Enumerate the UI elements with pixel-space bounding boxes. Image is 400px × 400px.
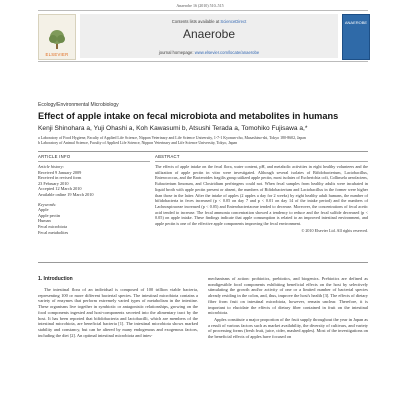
affiliations	[38, 136, 378, 146]
divider	[38, 161, 150, 162]
abstract-panel	[155, 154, 368, 233]
body-paragraph: The intestinal flora of an individual is composed of 100 trillion viable bacteria, representing 100 or more different bacterial species. The intestinal microbiota contains a variety of enzymes that perform extremely varied types of metabolism in the intestine. These organisms live together in symbiotic or antagonistic relationships, growing on the food components ingested and host-components secreted into the alimentary tract by the host. It has been reported that bifidobacteria and lactobacilli, which are members of the intestinal microbiota, are beneficial bacteria [1]. The intestinal microbiota shows marked stability and constancy, but can be altered by many endogenous and exogenous factors, including the diet [2]. An optimal intestinal microbiota and intes-	[38, 287, 198, 338]
affiliation-line: a Laboratory of Food Hygiene, Faculty of Applied Life Science, Nippon Veterinary and Life Science University, 1-7-1 Kyonan-cho, Musashino-shi, Tokyo 180-8602, Japan	[38, 136, 306, 140]
divider	[155, 161, 368, 162]
journal-banner	[80, 14, 338, 58]
history-entry: 23 February 2010	[38, 180, 69, 186]
homepage-prefix: journal homepage:	[158, 50, 194, 55]
contents-prefix: Contents lists available at	[171, 19, 220, 24]
article-section-label: Ecology/Environmental Microbiology	[38, 102, 119, 108]
journal-homepage-link[interactable]: www.elsevier.com/locate/anaerobe	[194, 50, 260, 55]
keyword: Fecal microbiota	[38, 223, 67, 229]
keyword: Apple	[38, 207, 49, 213]
sciencedirect-link[interactable]: ScienceDirect	[220, 19, 247, 24]
body-column-right	[208, 276, 368, 340]
divider	[38, 262, 368, 263]
journal-cover-image	[342, 14, 370, 60]
author-list: Kenji Shinohara a, Yuji Ohashi a, Koh Kawasumi b, Atsushi Terada a, Tomohiko Fujisawa a,*	[38, 125, 308, 132]
article-info-heading: ARTICLE INFO	[38, 154, 71, 159]
affiliation-line: b Laboratory of Animal Science, Faculty of Applied Life Science, Nippon Veterinary and Life Science University, Tokyo, Japan	[38, 141, 238, 145]
tree-logo-icon	[46, 28, 68, 50]
body-column-left	[38, 276, 198, 338]
abstract-text: The effects of apple intake on the fecal flora, water content, pH, and metabolic activities in eight healthy volunteers and the utilization of apple pectin in vitro were investigated. Although several isolates of Bifidobacterium, Lactobacillus, Enterococcus, and the Bacteroides fragilis group utilized apple pectin, most isolates of Escherichia coli, Collinsela aerofaciens, Eubacterium limosum, and Clostridium perfringens could not. When fecal samples from healthy adults were incubated in liquid broth with apple pectin present or absent, the numbers of Bifidobacterium and Lactobacillus in the former were higher than those in the latter. After the intake of apples (2 apples a day for 2 weeks) by eight healthy adult humans, the number of bifidobacteria in feces increased (p < 0.05 on day 7 and p < 0.01 on day 14 of the intake period) and the numbers of Lachnospiraceae increased (p < 0.05) and Enterobacteriaceae tended to decrease. Moreover, the concentrations of fecal acetic acid tended to increase. The fecal ammonia concentration showed a tendency to reduce and the fecal sulfide decreased (p < 0.05) on apple intake. These findings indicate that apple consumption is related to an improved intestinal environment, and apple pectin is one of the effective apple components improving the fecal environment.	[155, 164, 368, 227]
history-entry: Received 9 January 2009	[38, 169, 82, 175]
abstract-heading: ABSTRACT	[155, 154, 180, 159]
section-heading: 1. Introduction	[38, 276, 73, 282]
history-entry: Accepted 12 March 2010	[38, 186, 82, 192]
history-entry: Received in revised form	[38, 175, 82, 181]
cover-title: ANAEROBE	[344, 20, 368, 25]
copyright-notice: © 2010 Elsevier Ltd. All rights reserved.	[301, 227, 368, 233]
publisher-logo-text: ELSEVIER	[45, 52, 69, 57]
homepage-line	[80, 50, 338, 55]
keyword: Fecal metabolites	[38, 229, 69, 235]
body-paragraph: mechanisms of action: probiotics, prebiotics, and biogenics. Prebiotics are defined as nondigestible food components exhibiting beneficial effects on the host by selectively stimulating the growth and/or activity of one or a limited number of bacterial species already residing in the colon, and, thus, improve the host's health [3]. The effects of dietary fiber from fruit on intestinal microbiota, however, remain unclear. Therefore, it is important to elucidate the effects of dietary fiber contained in fruit on the intestinal microbiota.	[208, 276, 368, 316]
keyword: Human	[38, 218, 51, 224]
journal-masthead	[38, 10, 368, 62]
journal-citation: Anaerobe 16 (2010) 510–515	[176, 3, 224, 8]
paper-title: Effect of apple intake on fecal microbiota and metabolites in humans	[38, 111, 339, 121]
divider	[38, 151, 368, 152]
history-label: Article history:	[38, 164, 65, 169]
keyword: Apple pectin	[38, 212, 61, 218]
article-info-panel	[38, 154, 150, 235]
journal-title: Anaerobe	[182, 27, 236, 41]
contents-line	[80, 19, 338, 24]
history-entry: Available online 19 March 2010	[38, 191, 94, 197]
elsevier-logo	[38, 14, 76, 60]
keywords-label: Keywords:	[38, 201, 57, 207]
body-paragraph: Apples constitute a major proportion of the fruit supply throughout the year in Japan as a result of various factors such as market availability, the diversity of cultivars, and variety of processing forms (fresh fruit, juice, cider, mashed apples). Most of the investigations on the beneficial effects of apples have focused on	[208, 316, 368, 340]
